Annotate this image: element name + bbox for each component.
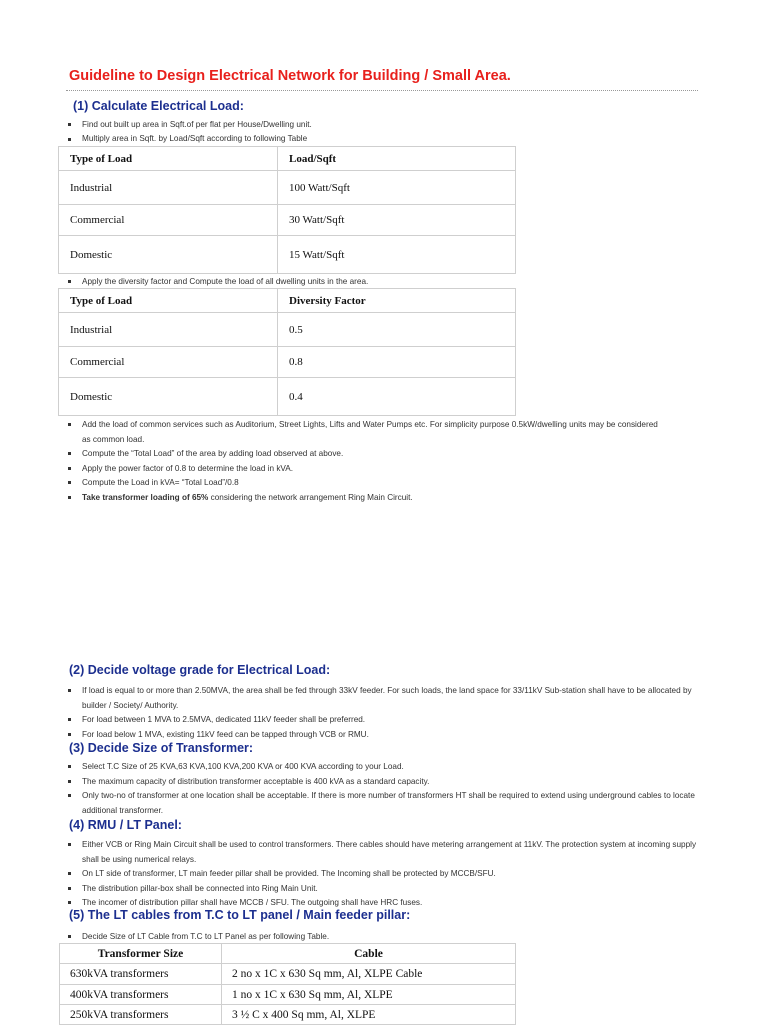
table-row (59, 236, 516, 274)
table-cell: 0.5 (278, 313, 516, 347)
table-cell: 15 Watt/Sqft (278, 236, 516, 274)
list-item: Compute the “Total Load” of the area by adding load observed at above. (66, 447, 666, 462)
table-row (59, 171, 516, 205)
table-cell: 400kVA transformers (60, 985, 222, 1005)
table-cell: 0.8 (278, 347, 516, 378)
table-cell: Industrial (59, 313, 278, 347)
table-cell: 630kVA transformers (60, 964, 222, 985)
list-item: For load below 1 MVA, existing 11kV feed can be tapped through VCB or RMU. (66, 728, 706, 743)
list-item: On LT side of transformer, LT main feeder pillar shall be provided. The Incoming shall be protected by MCCB/SFU. (66, 867, 706, 882)
list-item: Multiply area in Sqft. by Load/Sqft according to following Table (66, 133, 706, 145)
list-item: Select T.C Size of 25 KVA,63 KVA,100 KVA,200 KVA or 400 KVA according to your Load. (66, 760, 706, 775)
table-header-cell: Load/Sqft (278, 147, 516, 171)
table-cell: Domestic (59, 236, 278, 274)
section-1-heading: (1) Calculate Electrical Load: (73, 99, 244, 113)
list-item: The distribution pillar-box shall be connected into Ring Main Unit. (66, 882, 706, 897)
list-item: Find out built up area in Sqft.of per flat per House/Dwelling unit. (66, 118, 706, 133)
table-cell: Domestic (59, 378, 278, 416)
section-3-heading: (3) Decide Size of Transformer: (69, 741, 254, 755)
table-cell: Commercial (59, 347, 278, 378)
table-cell: 30 Watt/Sqft (278, 205, 516, 236)
table-cell: 2 no x 1C x 630 Sq mm, Al, XLPE Cable (222, 964, 516, 985)
section-5-heading: (5) The LT cables from T.C to LT panel / Main feeder pillar: (69, 908, 411, 922)
table-row (60, 1005, 516, 1025)
list-item: For load between 1 MVA to 2.5MVA, dedicated 11kV feeder shall be preferred. (66, 713, 706, 728)
transformer-loading-emphasis: Take transformer loading of 65% (82, 492, 209, 502)
diversity-factor-table (58, 288, 516, 416)
section-3-bullets (66, 760, 706, 818)
section-4-heading: (4) RMU / LT Panel: (69, 818, 182, 832)
table-cell: 100 Watt/Sqft (278, 171, 516, 205)
title-divider (66, 90, 698, 91)
list-item: The maximum capacity of distribution transformer acceptable is 400 kVA as a standard capacity. (66, 775, 706, 790)
table-row (60, 985, 516, 1005)
list-item: Compute the Load in kVA= “Total Load”/0.8 (66, 476, 666, 491)
table-header-row (60, 944, 516, 964)
table-header-row (59, 147, 516, 171)
list-item (66, 491, 666, 506)
table-cell: Commercial (59, 205, 278, 236)
section-1-bullets-c (66, 418, 666, 506)
list-item: Apply the power factor of 0.8 to determine the load in kVA. (66, 462, 666, 477)
document-title: Guideline to Design Electrical Network for Building / Small Area. (69, 68, 511, 84)
list-item: Only two-no of transformer at one location shall be acceptable. If there is more number of transformers HT shall be required to extend using underground cables to locate additional transformer. (66, 789, 706, 818)
table-header-cell: Transformer Size (60, 944, 222, 964)
table-cell: Industrial (59, 171, 278, 205)
table-row (59, 347, 516, 378)
load-per-sqft-table (58, 146, 516, 274)
table-cell: 0.4 (278, 378, 516, 416)
section-1-bullets-a (66, 118, 706, 145)
table-header-cell: Type of Load (59, 289, 278, 313)
table-header-row (59, 289, 516, 313)
table-row (60, 964, 516, 985)
table-row (59, 205, 516, 236)
table-header-cell: Diversity Factor (278, 289, 516, 313)
lt-cable-size-table (59, 943, 516, 1025)
table-cell: 3 ½ C x 400 Sq mm, Al, XLPE (222, 1005, 516, 1025)
section-4-bullets (66, 838, 706, 911)
list-item: Apply the diversity factor and Compute the load of all dwelling units in the area. (66, 275, 706, 290)
list-item: The incomer of distribution pillar shall have MCCB / SFU. The outgoing shall have HRC fuses. (66, 896, 706, 911)
list-item: If load is equal to or more than 2.50MVA, the area shall be fed through 33kV feeder. For such loads, the land space for 33/11kV Sub-station shall have to be allocated by builder / Society/ Authority. (66, 684, 706, 713)
section-2-heading: (2) Decide voltage grade for Electrical Load: (69, 663, 331, 677)
table-cell: 1 no x 1C x 630 Sq mm, Al, XLPE (222, 985, 516, 1005)
table-row (59, 378, 516, 416)
list-item: Decide Size of LT Cable from T.C to LT Panel as per following Table. (66, 930, 706, 945)
list-item: Either VCB or Ring Main Circuit shall be used to control transformers. There cables should have metering arrangement at 11kV. The protection system at incoming supply shall be using numerical relays. (66, 838, 706, 867)
list-item-text: considering the network arrangement Ring Main Circuit. (208, 492, 413, 502)
table-row (59, 313, 516, 347)
table-cell: 250kVA transformers (60, 1005, 222, 1025)
table-header-cell: Cable (222, 944, 516, 964)
list-item: Add the load of common services such as Auditorium, Street Lights, Lifts and Water Pumps etc. For simplicity purpose 0.5kW/dwelling units may be considered as common load. (66, 418, 666, 447)
section-2-bullets (66, 684, 706, 742)
table-header-cell: Type of Load (59, 147, 278, 171)
